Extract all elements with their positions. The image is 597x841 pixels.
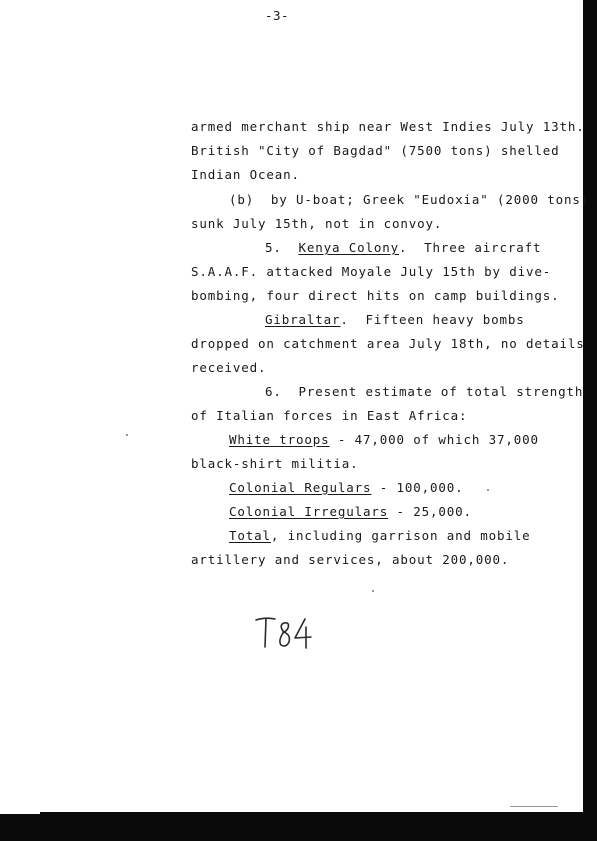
body-line: of Italian forces in East Africa: [191,408,468,423]
handwritten-note [253,613,317,653]
body-text: - 100,000. [371,480,464,495]
page-number: -3- [265,8,290,23]
body-line: British "City of Bagdad" (7500 tons) shelled [191,143,560,158]
list-title: White troops [229,432,330,447]
list-line [229,530,531,543]
scan-speck [126,434,128,436]
scan-edge-bottom [0,812,597,841]
body-line: S.A.A.F. attacked Moyale July 15th by dive- [191,264,552,279]
scan-edge-right [583,0,597,841]
body-line: artillery and services, about 200,000. [191,552,510,567]
section-title: Kenya Colony [298,240,400,255]
subheading-title: Gibraltar [265,312,341,327]
body-line: bombing, four direct hits on camp buildings. [191,288,560,303]
list-title: Colonial Irregulars [229,504,389,519]
body-line: black-shirt militia. [191,456,359,471]
list-line [229,482,464,495]
body-line: armed merchant ship near West Indies July 13th. [191,119,585,134]
list-line [229,506,472,519]
body-text: . Three aircraft [399,240,542,255]
list-title: Colonial Regulars [229,480,372,495]
body-line: dropped on catchment area July 18th, no details [191,336,585,351]
body-line: Indian Ocean. [191,167,300,182]
body-line: (b) by U-boat; Greek "Eudoxia" (2000 tons) [229,192,590,207]
list-title: Total [229,528,271,543]
subheading-line [265,314,525,327]
section-heading-line [265,242,541,255]
list-line [229,434,539,447]
body-line: received. [191,360,267,375]
body-text: - 47,000 of which 37,000 [329,432,539,447]
body-line: 6. Present estimate of total strength [265,384,584,399]
body-text: . Fifteen heavy bombs [340,312,525,327]
section-number: 5. [265,240,299,255]
scan-notch [0,806,40,814]
body-text: - 25,000. [388,504,472,519]
body-text: , including garrison and mobile [270,528,531,543]
scan-speck [487,489,489,491]
scan-line [510,806,558,807]
body-line: sunk July 15th, not in convoy. [191,216,443,231]
scan-speck [372,590,374,592]
